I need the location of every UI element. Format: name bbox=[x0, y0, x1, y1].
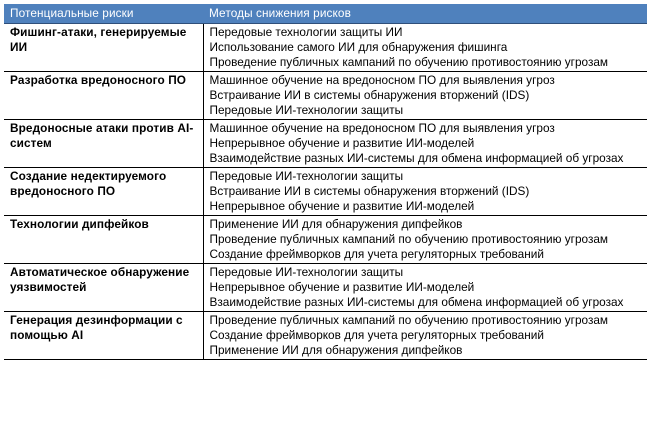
method-item: Передовые ИИ-технологии защиты bbox=[209, 103, 404, 117]
method-item: Применение ИИ для обнаружения дипфейков bbox=[209, 217, 463, 231]
method-item: Проведение публичных кампаний по обучению противостоянию угрозам bbox=[209, 313, 609, 327]
table-row bbox=[4, 264, 647, 312]
methods-cell bbox=[203, 72, 647, 120]
method-item: Использование самого ИИ для обнаружения фишинга bbox=[209, 40, 508, 54]
risk-mitigation-table bbox=[4, 4, 647, 360]
method-item: Применение ИИ для обнаружения дипфейков bbox=[209, 343, 463, 357]
method-item: Создание фреймворков для учета регуляторных требований bbox=[209, 247, 544, 261]
table-row bbox=[4, 120, 647, 168]
method-item: Взаимодействие разных ИИ-системы для обмена информацией об угрозах bbox=[209, 151, 624, 165]
risk-cell: Генерация дезинформации с помощью AI bbox=[4, 312, 203, 360]
risk-cell: Автоматическое обнаружение уязвимостей bbox=[4, 264, 203, 312]
header-methods: Методы снижения рисков bbox=[203, 4, 647, 24]
table-row bbox=[4, 216, 647, 264]
table-row bbox=[4, 168, 647, 216]
method-item: Проведение публичных кампаний по обучению противостоянию угрозам bbox=[209, 55, 609, 69]
risk-cell: Создание недектируемого вредоносного ПО bbox=[4, 168, 203, 216]
methods-cell bbox=[203, 216, 647, 264]
method-item: Непрерывное обучение и развитие ИИ-моделей bbox=[209, 136, 475, 150]
method-item: Передовые технологии защиты ИИ bbox=[209, 25, 403, 39]
method-item: Встраивание ИИ в системы обнаружения вторжений (IDS) bbox=[209, 184, 530, 198]
methods-cell bbox=[203, 168, 647, 216]
method-item: Взаимодействие разных ИИ-системы для обмена информацией об угрозах bbox=[209, 295, 624, 309]
header-risks: Потенциальные риски bbox=[4, 4, 203, 24]
method-item: Передовые ИИ-технологии защиты bbox=[209, 265, 404, 279]
method-item: Встраивание ИИ в системы обнаружения вторжений (IDS) bbox=[209, 88, 530, 102]
risk-cell: Фишинг-атаки, генерируемые ИИ bbox=[4, 24, 203, 72]
risk-cell: Разработка вредоносного ПО bbox=[4, 72, 203, 120]
risk-cell: Технологии дипфейков bbox=[4, 216, 203, 264]
risk-cell: Вредоносные атаки против AI-систем bbox=[4, 120, 203, 168]
methods-cell bbox=[203, 264, 647, 312]
table-row bbox=[4, 24, 647, 72]
method-item: Машинное обучение на вредоносном ПО для выявления угроз bbox=[209, 73, 555, 87]
method-item: Проведение публичных кампаний по обучению противостоянию угрозам bbox=[209, 232, 609, 246]
table-header-row bbox=[4, 4, 647, 24]
table-row bbox=[4, 72, 647, 120]
methods-cell bbox=[203, 312, 647, 360]
method-item: Непрерывное обучение и развитие ИИ-моделей bbox=[209, 280, 475, 294]
risk-table-container bbox=[4, 4, 647, 439]
method-item: Машинное обучение на вредоносном ПО для выявления угроз bbox=[209, 121, 555, 135]
methods-cell bbox=[203, 120, 647, 168]
methods-cell bbox=[203, 24, 647, 72]
method-item: Создание фреймворков для учета регуляторных требований bbox=[209, 328, 544, 342]
method-item: Непрерывное обучение и развитие ИИ-моделей bbox=[209, 199, 475, 213]
method-item: Передовые ИИ-технологии защиты bbox=[209, 169, 404, 183]
table-row bbox=[4, 312, 647, 360]
